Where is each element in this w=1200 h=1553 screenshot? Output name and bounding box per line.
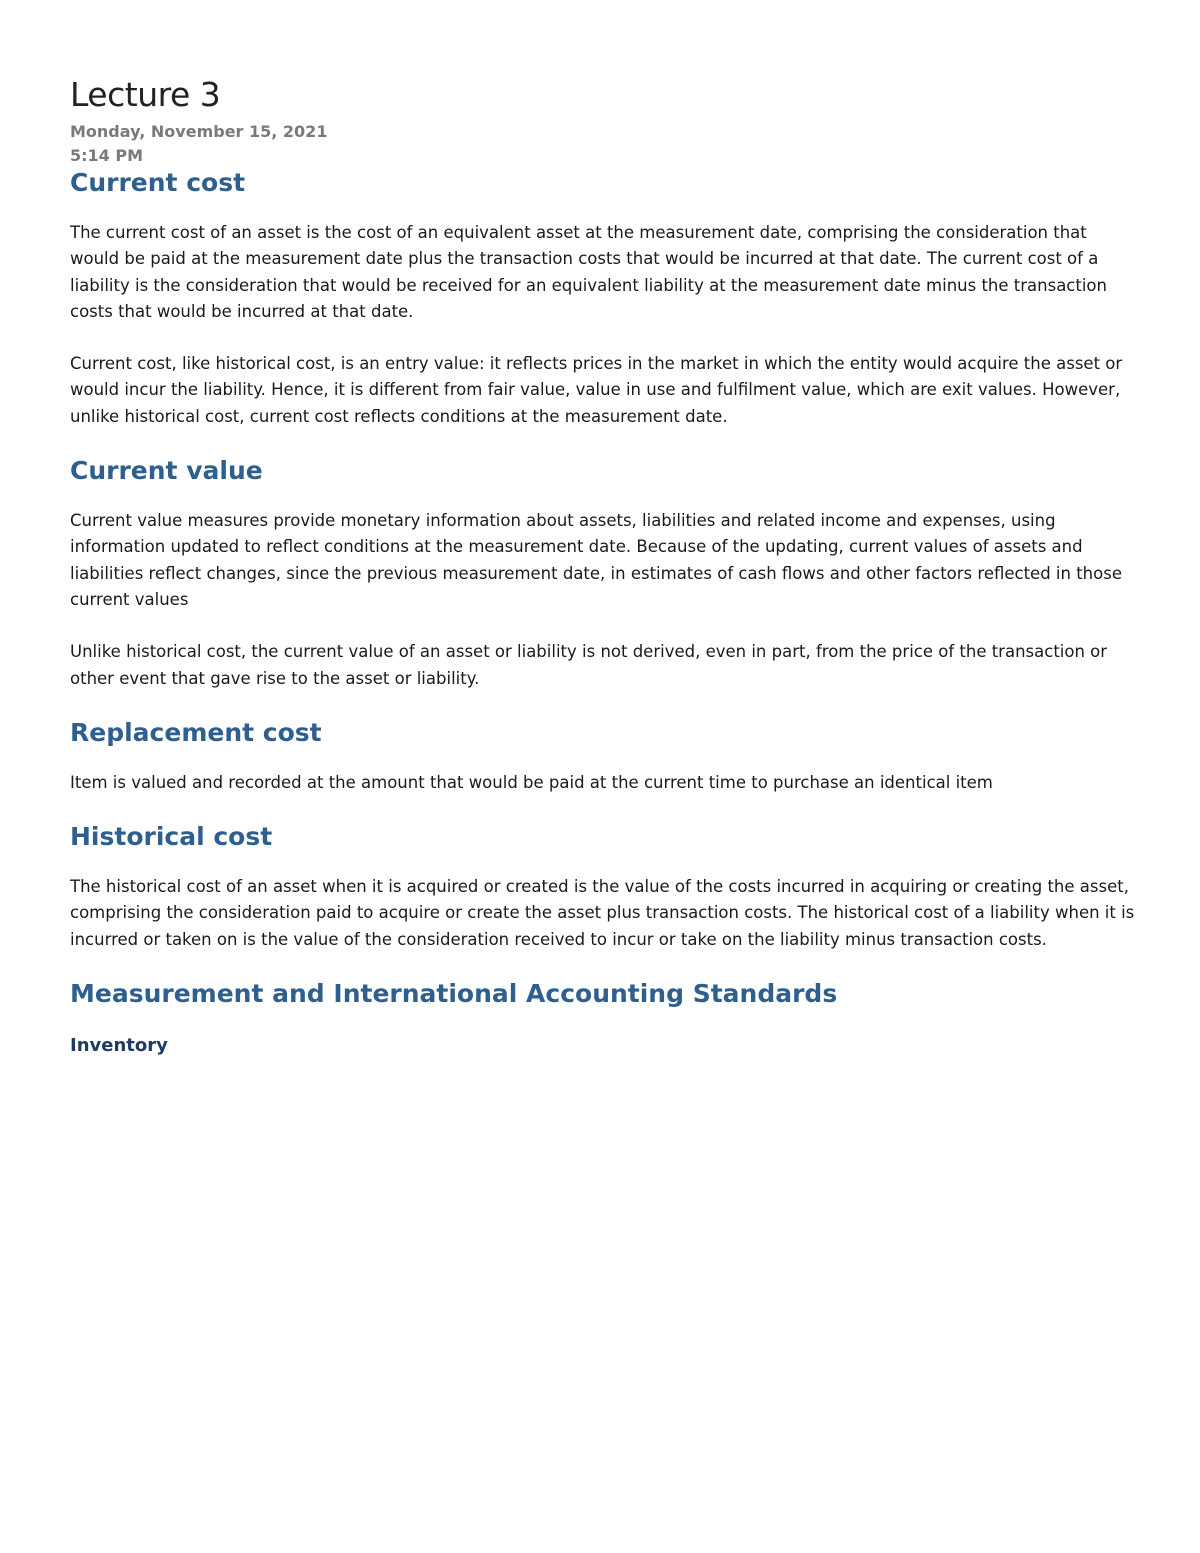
section-heading-current-cost: Current cost <box>70 168 246 197</box>
paragraph-replacement-cost: Item is valued and recorded at the amount that would be paid at the current time to purchase an identical item <box>70 772 993 792</box>
note-page <box>70 72 1135 1059</box>
paragraph-current-value-1: Current value measures provide monetary information about assets, liabilities and related income and expenses, using information updated to reflect conditions at the measurement date. Because of the updating, current values of assets and liabilities reflect changes, since the previous measurement date, in estimates of cash flows and other factors reflected in those current values <box>70 511 1122 609</box>
section-heading-replacement-cost: Replacement cost <box>70 717 322 747</box>
note-time: 5:14 PM <box>70 146 144 165</box>
note-date: Monday, November 15, 2021 <box>70 122 328 141</box>
page-title: Lecture 3 <box>70 75 221 114</box>
section-heading-measurement-ias: Measurement and International Accounting Standards <box>70 979 838 1009</box>
section-heading-current-value: Current value <box>70 456 263 486</box>
section-heading-historical-cost: Historical cost <box>70 822 273 852</box>
paragraph-current-cost-1: The current cost of an asset is the cost of an equivalent asset at the measurement date, comprising the consideration that would be paid at the measurement date plus the transaction costs that would be incurred at that date. The current cost of a liability is the consideration that would be received for an equivalent liability at the measurement date minus the transaction costs that would be incurred at that date. <box>70 223 1107 321</box>
paragraph-current-cost-2: Current cost, like historical cost, is an entry value: it reflects prices in the market in which the entity would acquire the asset or would incur the liability. Hence, it is different from fair value, value in use and fulfilment value, which are exit values. However, unlike historical cost, current cost reflects conditions at the measurement date. <box>70 354 1123 426</box>
paragraph-historical-cost: The historical cost of an asset when it is acquired or created is the value of the costs incurred in acquiring or creating the asset, comprising the consideration paid to acquire or create the asset plus transaction costs. The historical cost of a liability when it is incurred or taken on is the value of the consideration received to incur or take on the liability minus transaction costs. <box>70 877 1135 949</box>
paragraph-current-value-2: Unlike historical cost, the current value of an asset or liability is not derived, even in part, from the price of the transaction or other event that gave rise to the asset or liability. <box>70 642 1108 688</box>
subheading-inventory: Inventory <box>70 1035 168 1057</box>
